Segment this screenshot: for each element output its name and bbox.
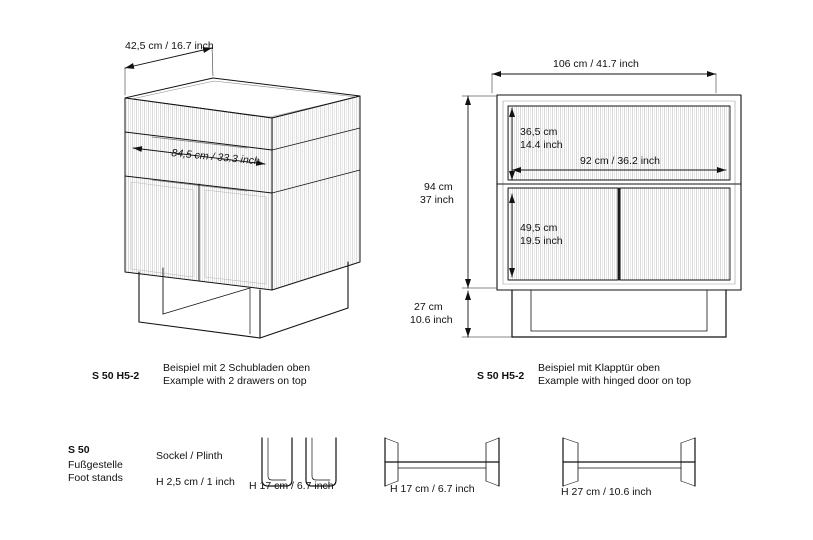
plinth-label: Sockel / Plinth	[156, 450, 223, 462]
right-caption-de: Beispiel mit Klapptür oben	[538, 362, 660, 374]
stand-1-height: H 17 cm / 6.7 inch	[249, 480, 334, 492]
dimension-total-width	[492, 74, 716, 93]
label-upper-height-inch: 14.4 inch	[520, 139, 563, 151]
label-lower-height-inch: 19.5 inch	[520, 235, 563, 247]
label-lower-height-cm: 49,5 cm	[520, 222, 558, 234]
dimension-body-height	[462, 96, 496, 288]
foot-stand-plinth-2	[306, 438, 336, 486]
label-drawer-width-left: 84,5 cm / 33.3 inch	[170, 147, 261, 168]
stand-3-height: H 27 cm / 10.6 inch	[561, 486, 652, 498]
plinth-height: H 2,5 cm / 1 inch	[156, 476, 235, 488]
foot-stand-h27	[563, 438, 695, 486]
label-depth-left: 42,5 cm / 16.7 inch	[125, 40, 214, 52]
left-model-code: S 50 H5-2	[92, 370, 140, 382]
left-caption-en: Example with 2 drawers on top	[163, 375, 307, 387]
left-cabinet-drawing	[125, 78, 360, 338]
label-total-width: 106 cm / 41.7 inch	[553, 58, 639, 70]
label-base-height-inch: 10.6 inch	[410, 314, 453, 326]
dimension-base-height	[462, 291, 520, 337]
label-base-height-cm: 27 cm	[414, 301, 443, 313]
right-caption-en: Example with hinged door on top	[538, 375, 691, 387]
foot-stand-plinth-1	[262, 438, 292, 486]
label-body-height-cm: 94 cm	[424, 181, 453, 193]
foot-stand-h17	[385, 438, 499, 486]
label-body-height-inch: 37 inch	[420, 194, 454, 206]
label-upper-height-cm: 36,5 cm	[520, 126, 558, 138]
left-caption-de: Beispiel mit 2 Schubladen oben	[163, 362, 311, 374]
footer-label-de: Fußgestelle	[68, 459, 123, 471]
stand-2-height: H 17 cm / 6.7 inch	[390, 483, 475, 495]
right-model-code: S 50 H5-2	[477, 370, 525, 382]
footer-model-code: S 50	[68, 444, 90, 456]
label-inner-width: 92 cm / 36.2 inch	[580, 155, 660, 167]
footer-label-en: Foot stands	[68, 472, 123, 484]
